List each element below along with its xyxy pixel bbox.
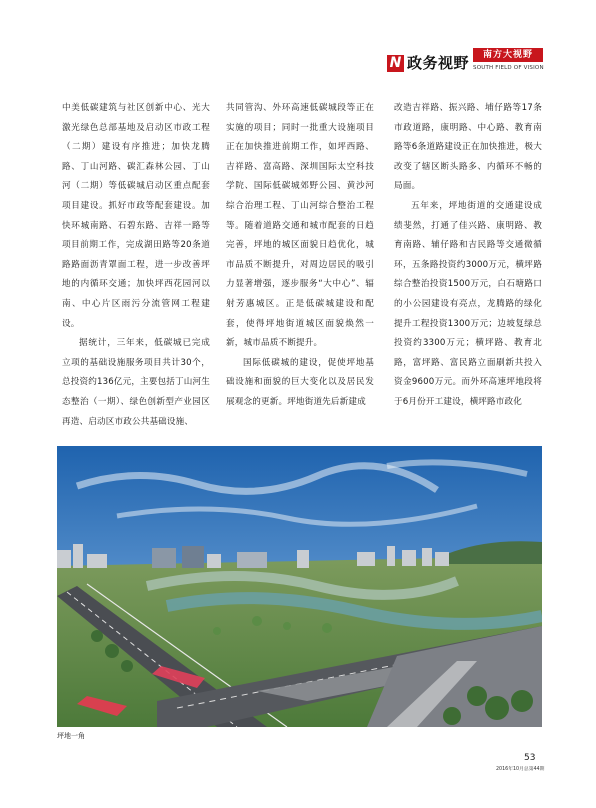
text-column-2 [226,99,374,413]
magazine-logo-icon: N [387,55,404,72]
issue-info: 2016年10月总第44期 [496,767,545,772]
paragraph: 据统计，三年来，低碳城已完成立项的基础设施服务项目共计30个，总投资约136亿元，主要包括丁山河生态整治（一期）、绿色创新型产业园区再造、启动区市政公共基础设施、 [62,338,211,427]
paragraph: 五年来，坪地街道的交通建设成绩斐然，打通了佳兴路、康明路、教育南路、辅仔路和吉民路等交通微循环，五条路投资约3000万元，横坪路综合整治投资1500万元，白石塘路口的小公园建设有亮点，龙腾路的绿化提升工程投资1300万元；边坡复绿总投资约3300万元；横坪路、教育北路，富坪路、富民路立面刷新共投入资金9600万元。而外环高速坪地段将于6月份开工建设，横坪路市政化 [394,200,542,407]
paragraph: 改造吉祥路、振兴路、埔仔路等17条市政道路，康明路、中心路、教育南路等6条道路建设正在加快推进，极大改变了辖区断头路多、内循环不畅的局面。 [394,103,542,192]
text-column-3 [394,99,542,413]
paragraph: 中美低碳建筑与社区创新中心、光大激光绿色总部基地及启动区市政工程（二期）建设有序推进；加快龙腾路、丁山河路、碳汇森林公园、丁山河（二期）等低碳城启动区重点配套项目建设。抓好市政等配套建设。加快环城南路、石碧东路、吉祥一路等项目前期工作，完成湖田路等20条道路路面沥青罩面工程，进一步改善坪地的内循环交通；加快坪西花园河以南、中心片区雨污分流管网工程建设。 [62,103,210,329]
magazine-tag: 南方大视野 [473,48,543,62]
page-number: 53 [524,753,536,763]
paragraph: 共同管沟、外环高速低碳城段等正在实施的项目；同时一批重大设施项目正在加快推进前期工作，如坪西路、吉祥路、富高路、深圳国际太空科技学院、国际低碳城郊野公园、黄沙河综合治理工程、丁山河综合整治工程等。随着道路交通和城市配套的日趋完善，坪地的城区面貌日趋优化，城市品质不断提升，对周边居民的吸引力显著增强，逐步服务“大中心”、辐射芳惠城区。正是低碳城建设和配套，使得坪地街道城区面貌焕然一新，城市品质不断提升。 [226,103,374,349]
section-title: 政务视野 [407,54,470,72]
aerial-photo [57,446,542,727]
section-header [383,48,543,78]
text-column-1 [62,99,210,432]
photo-caption: 坪地一角 [57,732,85,740]
magazine-subtitle: SOUTH FIELD OF VISION [473,65,544,71]
aerial-photo-image [57,446,542,727]
paragraph: 国际低碳城的建设，促使坪地基础设施和面貌的巨大变化以及居民发展观念的更新。坪地街道先后新建成 [226,357,374,407]
